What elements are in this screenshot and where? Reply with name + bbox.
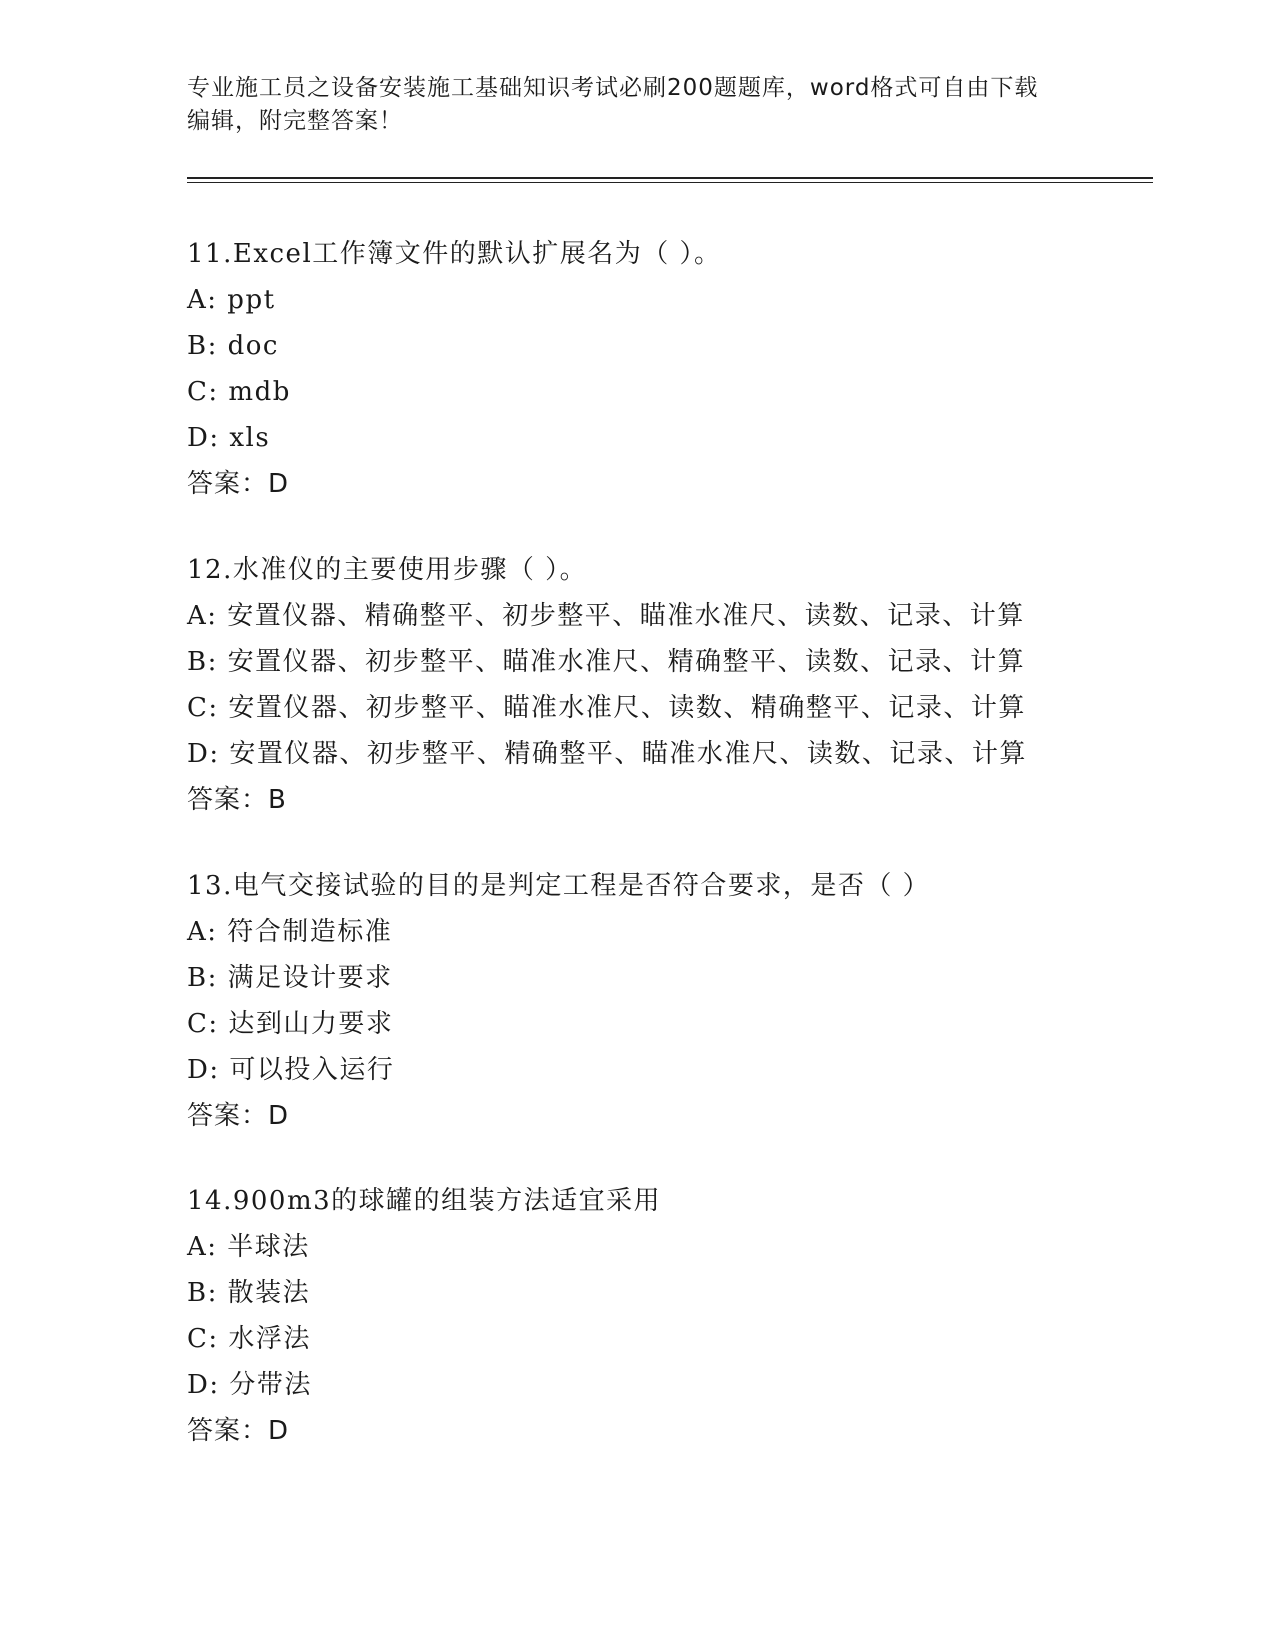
option-c: C: 达到山力要求 bbox=[187, 1009, 394, 1039]
option-b: B: 散装法 bbox=[187, 1278, 311, 1308]
option-d: D: xls bbox=[187, 423, 271, 453]
option-a: A: 符合制造标准 bbox=[187, 917, 393, 947]
document-header bbox=[187, 72, 1087, 138]
option-a: A: 半球法 bbox=[187, 1232, 310, 1262]
option-c: C: 安置仪器、初步整平、瞄准水准尺、读数、精确整平、记录、计算 bbox=[187, 693, 1026, 723]
option-a: A: ppt bbox=[187, 285, 276, 315]
header-title-line-1: 专业施工员之设备安装施工基础知识考试必刷200题题库，word格式可自由下载 bbox=[187, 75, 1039, 101]
header-divider-thin bbox=[187, 182, 1153, 183]
option-d: D: 安置仪器、初步整平、精确整平、瞄准水准尺、读数、记录、计算 bbox=[187, 739, 1027, 769]
question-stem: 12.水准仪的主要使用步骤（ ）。 bbox=[187, 555, 588, 585]
option-d: D: 可以投入运行 bbox=[187, 1055, 395, 1085]
option-b: B: doc bbox=[187, 331, 279, 361]
question-block-13 bbox=[187, 863, 1187, 1139]
header-title-line-2: 编辑，附完整答案！ bbox=[187, 108, 403, 134]
option-c: C: mdb bbox=[187, 377, 291, 407]
header-divider-thick bbox=[187, 177, 1153, 179]
option-b: B: 安置仪器、初步整平、瞄准水准尺、精确整平、读数、记录、计算 bbox=[187, 647, 1026, 677]
option-a: A: 安置仪器、精确整平、初步整平、瞄准水准尺、读数、记录、计算 bbox=[187, 601, 1025, 631]
option-b: B: 满足设计要求 bbox=[187, 963, 393, 993]
question-stem: 14.900m3的球罐的组装方法适宜采用 bbox=[187, 1186, 662, 1216]
answer-line: 答案：D bbox=[187, 1101, 290, 1131]
answer-line: 答案：D bbox=[187, 1416, 290, 1446]
answer-line: 答案：D bbox=[187, 469, 290, 499]
question-block-14 bbox=[187, 1178, 1187, 1454]
answer-line: 答案：B bbox=[187, 785, 287, 815]
question-block-11 bbox=[187, 231, 1187, 507]
option-d: D: 分带法 bbox=[187, 1370, 312, 1400]
question-stem: 13.电气交接试验的目的是判定工程是否符合要求，是否（ ） bbox=[187, 871, 931, 901]
question-block-12 bbox=[187, 547, 1187, 823]
question-stem: 11.Excel工作簿文件的默认扩展名为（ ）。 bbox=[187, 239, 722, 269]
option-c: C: 水浮法 bbox=[187, 1324, 311, 1354]
